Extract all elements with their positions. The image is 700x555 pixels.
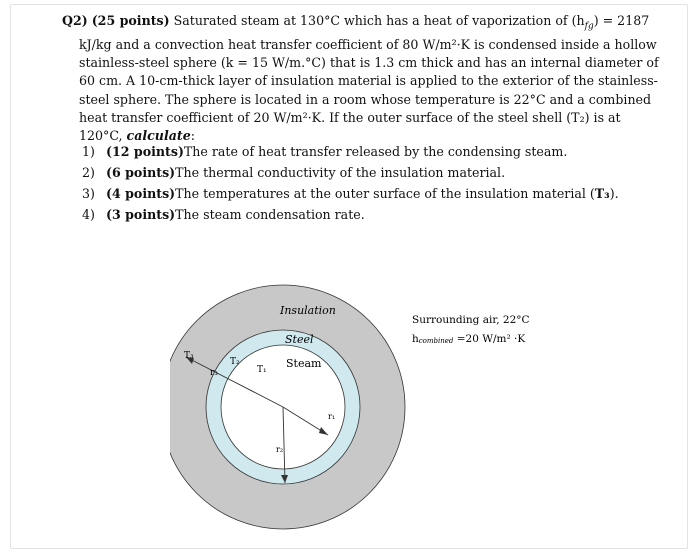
insulation-label: Insulation [280,304,336,317]
part-number: 4) [82,207,95,222]
h-combined-label [412,333,525,345]
part-4 [82,204,642,225]
sphere-diagram [170,274,530,536]
part-points: (4 points) [106,186,176,201]
hfg-subscript: fg [584,21,594,32]
question-colon: : [190,128,195,144]
part-bold-tail: T₃ [594,186,610,201]
part-1 [82,141,642,162]
r2-label: r₂ [276,445,284,454]
surrounding-air-label: Surrounding air, 22°C [412,314,530,326]
T1-label: T₁ [257,365,267,375]
steam-label: Steam [286,357,322,370]
T2-label: T₂ [230,357,240,367]
part-number: 2) [82,165,95,180]
part-2 [82,162,642,183]
question-text [62,12,662,146]
h-value: =20 W/m² ·K [453,333,526,345]
question-parts [82,141,642,225]
steel-label: Steel [285,333,314,346]
r1-label: r₁ [328,412,336,421]
question-body-2: ) = 2187 kJ/kg and a convection heat transfer coefficient of 80 W/m²·K is condensed inside a hollow stainless-steel sphere (k = 15 W/m.°C) that is 1.3 cm thick and has an internal diameter of 60 cm. A 10-cm-thick layer of insulation material is applied to the exterior of the stainless-steel sphere. The sphere is located in a room whose temperature is 22°C and a combined heat transfer coefficient of 20 W/m²·K. If the outer surface of the steel shell (T₂) is at 120°C, [79,13,659,144]
h-subscript: combined [418,337,454,345]
part-number: 1) [82,144,95,159]
part-text: The thermal conductivity of the insulation material. [175,165,506,180]
part-points: (6 points) [106,165,176,180]
question-points: (25 points) [91,13,170,28]
T3-label: T₃ [184,351,194,361]
part-number: 3) [82,186,95,201]
part-text: The steam condensation rate. [175,207,365,222]
part-text: The rate of heat transfer released by the condensing steam. [183,144,568,159]
question-paragraph [62,12,662,146]
h-symbol: h [412,333,419,345]
part-3 [82,183,642,204]
part-tail: ). [609,186,619,201]
part-points: (12 points) [106,144,184,159]
part-points: (3 points) [106,207,176,222]
calculate-word: calculate [126,128,191,144]
question-label: Q2) [62,13,88,28]
part-text: The temperatures at the outer surface of the insulation material ( [175,186,595,201]
question-body-1: Saturated steam at 130°C which has a heat of vaporization of (h [173,13,585,28]
r3-label: r₃ [210,368,218,378]
